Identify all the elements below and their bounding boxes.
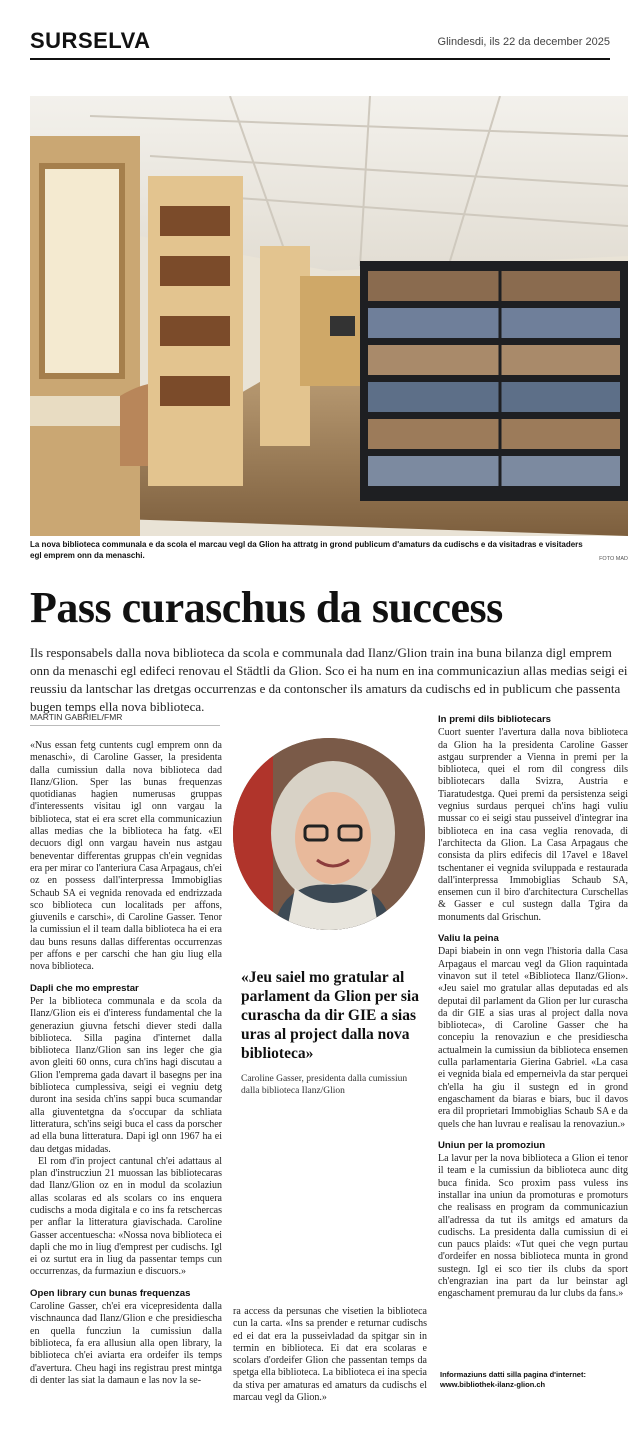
subheading: Valiu la peina [438,933,499,945]
section-title: SURSELVA [30,28,151,53]
subheading: Dapli che mo emprestar [30,982,139,994]
library-interior-illustration [30,96,628,536]
issue-date: Glindesdi, ils 22 da december 2025 [437,36,610,48]
pull-quote: «Jeu saiel mo gratular al parlament da Glion per sia curascha da dir GIE a sias uras al project dalla nova biblioteca» [241,969,419,1062]
paragraph: «Nus essan fetg cuntents cugl emprem onn da menaschi», di Caroline Gasser, la presidenta dalla cumissiun dalla nova biblioteca dad Ilanz/Glion. Sper las bunas frequenzas quotidianas hagien numerusas gruppas d'interessents visitau igl onn vargau la biblioteca, stat ei era scret ella communicaziun allas medias che la biblioteca ha fatg. «El decuors digl onn vargau havein nus astgau beneventar differentas gruppas ch'ein vegnidas era per mirar co l'anteriura Casa Arpagaus, ch'ei oz en possess dall'interpressa Immobiglias Schaub SA ei vegnida renovada ed endrizzada sco biblioteca cun localitads per affons, giuvenils e carschi», di Caroline Gasser. Tenor la cumissiun el il team dalla biblioteca ha ei era dau buns resuns dallas differentas occurrenzas per affons e per carschi che han giu liug ella nova biblioteca. [30,740,222,973]
paragraph: La lavur per la nova biblioteca a Glion ei tenor il team e la cumissiun da biblioteca aunc ditg buca finida. Sco proxim pass vuless ins installar ina uniun da promoturas e promoturs che realisass en program da communicaziun all'adressa da tut ils amitgs ed amaturs da cudischs. La presidenta dalla cumissiun di ei cun paucs plaids: «Tut quei che vegn purtau d'ordeifer en nossa biblioteca munta in grond sustegn. Igl ei sco tier ils clubs da sport ch'engrazian ina part da lur beinstar agl engaschament premurau da lur clubs da fans.» [438,1153,628,1300]
library-photo [30,96,628,536]
article-author: MARTIN GABRIEL/FMR [30,712,220,726]
paragraph: Caroline Gasser, ch'ei era vicepresidenta dalla vischnaunca dad Ilanz/Glion e che presidiescha en quella funcziun la cumissiun dalla biblioteca, fa era allusiun alla open library, la biblioteca ch'ei aviarta era ordeifer ils temps d'avertura. Cheu hagi ins registrau prest mintga di denter las siat la damaun e las nov la se- [30,1301,222,1386]
page-header [30,28,610,60]
portrait-photo [233,738,425,930]
paragraph: Cuort suenter l'avertura dalla nova biblioteca da Glion ha la presidenta Caroline Gasser astgau surprender a Vienna in premi per la biblioteca, quei el rom dil congress dils bibliotecars dalla Svizra, Austria e Tiaratudestga. Quei premi da persistenza seigi vegnius surdaus perquei ch'ins hagi vuliu mussar co ei seigi stau pusseivel d'integrar ina biblioteca en ina casa veglia renovada, di l'architecta da Glion. La Casa Arpagaus che consista da plirs edifecis dil 17avel e 18avel tschentaner ei vegnida sviluppada e restaurada dall'interpressa Immobiglias Schaub SA, ensemen cun il biro d'architectura Curschellas & Gasser e cul sustegn dalla Tgira da monuments dal Grischun. [438,727,628,923]
photo-credit: FOTO MAD [599,556,628,562]
paragraph: El rom d'in project cantunal ch'ei adattaus al plan d'instrucziun 21 muossan las bibliotecaras dad Ilanz/Glion oz en in modul da scolaziun allas scolaras ed als scolars co ins enquera cudischs a moda digitala e co ins fa retschercas per anflar la litteratura giavischada. Caroline Gasser accentuescha: «Nossa nova biblioteca ei dapli che mo in liug d'emprest per cudischs. Igl ei oz surtut era in liug da passentar temps cun occurrenzas, da furmaziun e discuors.» [30,1155,222,1278]
subheading: Uniun per la promoziun [438,1139,546,1151]
paragraph: Per la biblioteca communala e da scola da Ilanz/Glion eis ei d'interess fundamental che la generaziun giuvna fetschi diever stedi dalla biblioteca. Silla pagina d'internet dalla biblioteca Ilanz/Glion san ins leger che gia avon gleiti 60 onns, cura ch'ins hagi discutau a Glion l'emprema gada davart il basegns per ina biblioteca cumplessiva, seigi ei vegniu detg duront ina sesida ch'ins sappi buca scumandar alla giuventetgna da s'occupar da schliata litteratura, sch'ins seigi buca el cass da porscher ad ella buna litteratura. Dapi igl onn 1967 ha ei dau detgas midadas. [30,995,222,1155]
paragraph: ra access da persunas che visetien la biblioteca cun la carta. «Ins sa prender e returnar cudischs ed ei dat era la pusseivladad da spitgar sin in termin en biblioteca. Ei dat era scolaras e scolars d'ordeifer Glion che passentan temps da spetga ella biblioteca. La biblioteca ei ina specia da stiva per amaturas ed amaturs da cudischs el marcau vegl da Glion.» [233,1306,427,1404]
column-1 [30,740,222,1387]
column-2 [233,1306,427,1404]
paragraph: Dapi biabein in onn vegn l'historia dalla Casa Arpagaus el marcau vegl da Glion raquintada vinavon sut il tetel «Biblioteca Ilanz/Glion». «Jeu saiel mo gratular allas deputadas ed als deputai dil parlament da Glion per lur curascha da dir GIE a sias uras al project dalla nova biblioteca», di Caroline Gasser che ha concepiu la renovaziun e che presidiescha actualmein la cumissiun da biblioteca ensemen culla parlamentaria Gierina Gabriel. «La casa ei vegnida biala ed emperneivla da star perquei ch'ella ha giu il sustegn ed in grond engaschament da biaras e biars, buc il davos era dil proprietari Immobiglias Schaub SA e da quels che han luvrau e realisau la renovaziun.» [438,946,628,1130]
quote-attribution: Caroline Gasser, presidenta dalla cumissiun dalla biblioteca Ilanz/Glion [241,1074,408,1096]
column-3 [438,714,628,1301]
photo-caption: La nova biblioteca communala e da scola el marcau vegl da Glion ha attratg in grond publicum d'amaturs da cudischs e da visitadras e visitaders egl emprem onn da menaschi. [30,540,583,560]
article-lead: Ils responsabels dalla nova biblioteca da scola e communala dad Ilanz/Glion train ina buna bilanza digl emprem onn da menaschi egl edifeci renovau el Städtli da Glion. Sco ei ha num en ina communicaziun allas medias seigi ei reussiu da lantschar las dretgas occurrenzas e da contonscher ils amaturs da cudischs ed in publicum che passenta bugen temps ella nova biblioteca. [30,645,628,714]
subheading: Open library cun bunas frequenzas [30,1287,191,1299]
subheading: In premi dils bibliotecars [438,714,552,725]
portrait-illustration [233,738,425,930]
info-link: Informaziuns datti silla pagina d'internet: www.bibliothek-ilanz-glion.ch [440,1370,586,1389]
article-title: Pass curaschus da success [30,583,503,632]
